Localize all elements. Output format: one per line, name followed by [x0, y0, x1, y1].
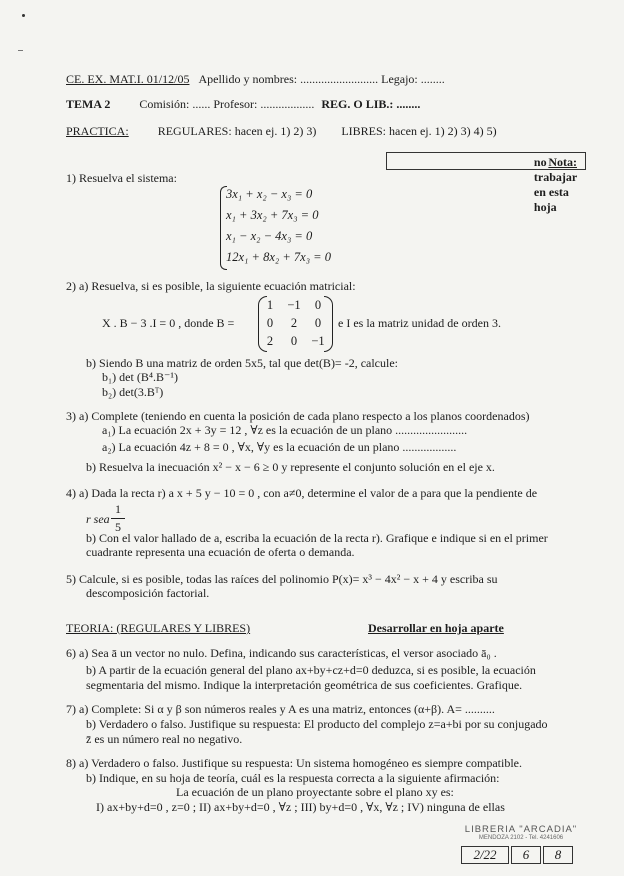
regulares-text: REGULARES: hacen ej. 1) 2) 3): [157, 124, 317, 138]
matrix-cell: 0: [290, 334, 298, 348]
q6-b-line-2: segmentaria del mismo. Indique la interpretación geométrica de sus coeficientes. Grafique.: [86, 678, 523, 692]
nota-box: [386, 152, 586, 214]
q1-eq-2: x₁ + 3x₂ + 7x₃ = 0: [226, 208, 319, 222]
nota-label: Nota:: [548, 155, 577, 169]
q8-a: 8) a) Verdadero o falso. Justifique su respuesta: Un sistema homogéneo es siempre compatible.: [66, 756, 522, 770]
q7-a: 7) a) Complete: Si α y β son números reales y A es una matriz, entonces (α+β). A= ..........: [66, 702, 495, 716]
matrix-cell: 0: [314, 316, 322, 330]
stamp-box: 2/22: [461, 846, 509, 864]
q3-a: 3) a) Complete (teniendo en cuenta la posición de cada plano respecto a los planos coordenados): [66, 409, 530, 423]
practica-label: PRACTICA:: [66, 124, 129, 138]
q6-b-line-1: b) A partir de la ecuación general del plano ax+by+cz+d=0 deduzca, si es posible, la ecuación: [86, 663, 536, 677]
matrix-cell: 2: [266, 334, 274, 348]
header-line-1: [66, 72, 445, 86]
practica-line: [66, 124, 497, 138]
libres-text: LIBRES: hacen ej. 1) 2) 3) 4) 5): [341, 124, 497, 138]
q1-eq-3: x₁ − x₂ − 4x₃ = 0: [226, 229, 313, 243]
name-field: Apellido y nombres: .......................... Legajo: ........: [198, 72, 445, 86]
matrix-cell: 1: [266, 298, 274, 312]
q2-b2: b₂) det(3.Bᵀ): [102, 385, 164, 399]
margin-mark: [18, 50, 23, 51]
exam-code: CE. EX. MAT.I. 01/12/05: [66, 72, 190, 86]
q2-text: 2) a) Resuelva, si es posible, la siguiente ecuación matricial:: [66, 279, 356, 293]
matrix-cell: 0: [314, 298, 322, 312]
fraction-denominator: 5: [115, 520, 121, 534]
q3-a1: a₁) La ecuación 2x + 3y = 12 , ∀z es la ecuación de un plano ........................: [102, 423, 468, 437]
stamp-name: LIBRERIA "ARCADIA": [464, 824, 578, 835]
q2-b: b) Siendo B una matriz de orden 5x5, tal que det(B)= -2, calcule:: [86, 356, 399, 370]
comision-field: Comisión: ...... Profesor: ..................: [139, 97, 315, 111]
q4-a: 4) a) Dada la recta r) a x + 5 y − 10 = 0 , con a≠0, determine el valor de a para que la pendiente de: [66, 486, 538, 500]
stamp-box: 6: [511, 846, 541, 864]
q3-a2: a₂) La ecuación 4z + 8 = 0 , ∀x, ∀y es la ecuación de un plano ..................: [102, 440, 457, 454]
q4-a-cont: r sea: [86, 512, 110, 526]
header-line-2: [66, 97, 420, 111]
reg-field: REG. O LIB.: ........: [321, 97, 421, 111]
ink-dot: [22, 14, 25, 17]
matrix-cell: 0: [266, 316, 274, 330]
fraction-numerator: 1: [115, 502, 121, 516]
q1-eq-4: 12x₁ + 8x₂ + 7x₃ = 0: [226, 250, 331, 264]
q8-b-center: La ecuación de un plano proyectante sobre el plano xy es:: [176, 785, 454, 799]
matrix-cell: −1: [287, 298, 301, 312]
q5-line-2: descomposición factorial.: [86, 586, 210, 600]
q3-b: b) Resuelva la inecuación x² − x − 6 ≥ 0 y represente el conjunto solución en el eje x.: [86, 460, 495, 474]
q1-text: 1) Resuelva el sistema:: [66, 171, 177, 185]
q2-eq-right: e I es la matriz unidad de orden 3.: [338, 316, 501, 330]
q4-b-line-1: b) Con el valor hallado de a, escriba la ecuación de la recta r). Grafique e indique si en el primer: [86, 531, 548, 545]
teoria-label: TEORIA: (REGULARES Y LIBRES): [66, 621, 251, 635]
matrix-cell: −1: [311, 334, 325, 348]
stamp-address: MENDOZA 2102 - Tel. 4241606: [478, 835, 564, 841]
q2-eq-left: X . B − 3 .I = 0 , donde B =: [102, 316, 235, 330]
q7-b-line-2: z̄ es un número real no negativo.: [86, 732, 243, 746]
tema-label: TEMA 2: [66, 97, 111, 111]
q2-b1: b₁) det (B⁴.B⁻¹): [102, 370, 178, 384]
q8-options: I) ax+by+d=0 , z=0 ; II) ax+by+d=0 , ∀z ; III) by+d=0 , ∀x, ∀z ; IV) ninguna de ellas: [96, 800, 505, 814]
nota-text: no trabajar en esta hoja: [533, 155, 578, 214]
q5-line-1: 5) Calcule, si es posible, todas las raíces del polinomio P(x)= x³ − 4x² − x + 4 y escriba su: [66, 572, 498, 586]
stamp-box: 8: [543, 846, 573, 864]
matrix-cell: 2: [290, 316, 298, 330]
desarrollar-label: Desarrollar en hoja aparte: [368, 621, 504, 635]
q1-eq-1: 3x₁ + x₂ − x₃ = 0: [226, 187, 313, 201]
q6-a: 6) a) Sea ā un vector no nulo. Defina, indicando sus características, el versor asociado ā₀ .: [66, 646, 497, 660]
q4-b-line-2: cuadrante representa una ecuación de oferta o demanda.: [86, 545, 355, 559]
q7-b-line-1: b) Verdadero o falso. Justifique su respuesta: El producto del complejo z=a+bi por su conjugado: [86, 717, 548, 731]
q8-b: b) Indique, en su hoja de teoría, cuál es la respuesta correcta a la siguiente afirmación:: [86, 771, 500, 785]
